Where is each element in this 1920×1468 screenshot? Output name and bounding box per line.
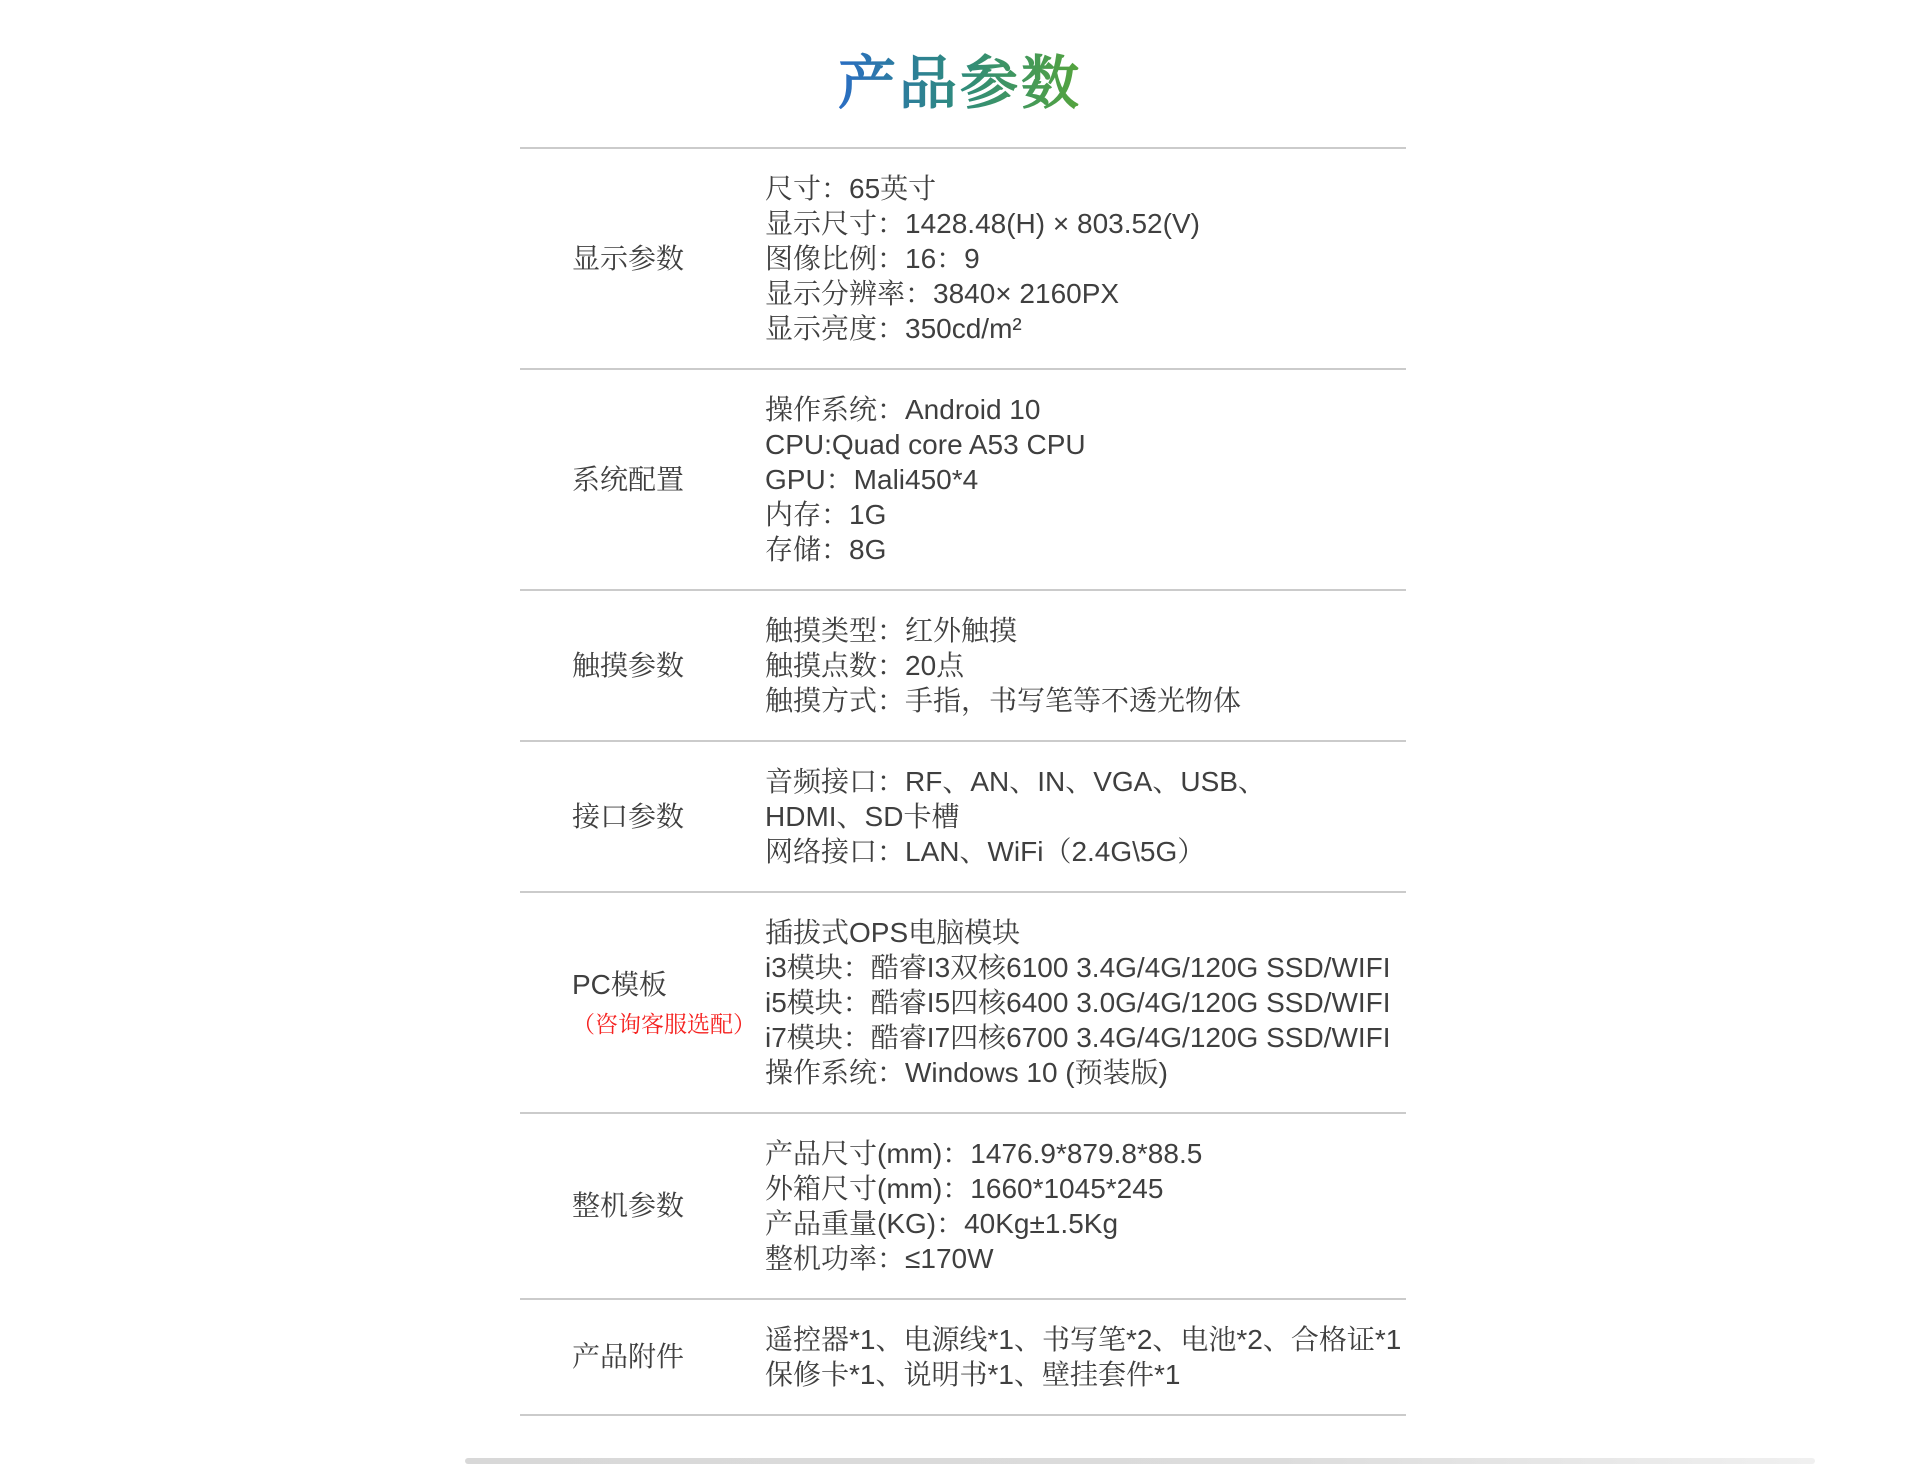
row-label: 接口参数 <box>572 800 685 832</box>
table-row <box>520 1112 1406 1298</box>
row-label-cell <box>520 800 765 834</box>
spec-line: 显示分辨率：3840× 2160PX <box>765 278 1120 309</box>
table-row <box>520 1298 1406 1414</box>
spec-line: 显示尺寸：1428.48(H) × 803.52(V) <box>765 208 1200 239</box>
spec-line: 产品尺寸(mm)：1476.9*879.8*88.5 <box>765 1138 1203 1169</box>
spec-line: 存储：8G <box>765 534 887 565</box>
row-values <box>765 1322 1406 1392</box>
page-title: 产品参数 <box>838 36 1082 120</box>
table-row <box>520 740 1406 891</box>
spec-line: i3模块：酷睿I3双核6100 3.4G/4G/120G SSD/WIFI <box>765 952 1391 983</box>
row-label-cell <box>520 242 765 276</box>
spec-line: 网络接口：LAN、WiFi（2.4G\5G） <box>765 836 1206 867</box>
row-label-cell <box>520 1189 765 1223</box>
spec-table <box>520 147 1406 1416</box>
spec-line: 显示亮度：350cd/m² <box>765 313 1022 344</box>
row-label-cell <box>520 968 765 1038</box>
spec-line: 操作系统：Android 10 <box>765 394 1041 425</box>
spec-line: 触摸方式：手指，书写笔等不透光物体 <box>765 685 1242 716</box>
row-label-cell <box>520 649 765 683</box>
row-values <box>765 1136 1406 1276</box>
row-label-cell <box>520 463 765 497</box>
row-label: PC模板 <box>572 968 667 1000</box>
row-values <box>765 764 1406 869</box>
spec-line: 产品重量(KG)：40Kg±1.5Kg <box>765 1208 1119 1239</box>
row-values <box>765 392 1406 567</box>
table-row <box>520 891 1406 1112</box>
row-values <box>765 171 1406 346</box>
row-label: 系统配置 <box>572 463 685 495</box>
spec-line: 外箱尺寸(mm)：1660*1045*245 <box>765 1173 1164 1204</box>
spec-line: 操作系统：Windows 10 (预装版) <box>765 1057 1168 1088</box>
row-label: 产品附件 <box>572 1341 685 1372</box>
spec-line: i5模块：酷睿I5四核6400 3.0G/4G/120G SSD/WIFI <box>765 987 1391 1018</box>
spec-line: CPU:Quad core A53 CPU <box>765 429 1086 460</box>
spec-line: 触摸类型：红外触摸 <box>765 615 1018 646</box>
spec-line: 整机功率：≤170W <box>765 1243 994 1274</box>
table-row <box>520 589 1406 740</box>
page-header <box>0 36 1920 120</box>
spec-line: i7模块：酷睿I7四核6700 3.4G/4G/120G SSD/WIFI <box>765 1022 1391 1053</box>
spec-line: 遥控器*1、电源线*1、书写笔*2、电池*2、合格证*1 <box>765 1324 1402 1355</box>
row-label: 触摸参数 <box>572 649 685 681</box>
section-divider-bar <box>465 1458 1815 1464</box>
table-row <box>520 147 1406 368</box>
spec-line: 保修卡*1、说明书*1、壁挂套件*1 <box>765 1359 1181 1390</box>
spec-line: GPU：Mali450*4 <box>765 464 979 495</box>
spec-line: 内存：1G <box>765 499 887 530</box>
spec-line: HDMI、SD卡槽 <box>765 801 960 832</box>
spec-line: 图像比例：16：9 <box>765 243 980 274</box>
spec-line: 触摸点数：20点 <box>765 650 965 681</box>
row-label: 整机参数 <box>572 1190 685 1221</box>
row-label-note: （咨询客服选配） <box>572 1010 756 1037</box>
table-row <box>520 368 1406 589</box>
spec-line: 插拔式OPS电脑模块 <box>765 917 1021 948</box>
row-values <box>765 915 1406 1090</box>
spec-line: 音频接口：RF、AN、IN、VGA、USB、 <box>765 766 1266 797</box>
row-label-cell <box>520 1340 765 1374</box>
row-label: 显示参数 <box>572 242 685 274</box>
row-values <box>765 613 1406 718</box>
spec-line: 尺寸：65英寸 <box>765 173 937 204</box>
